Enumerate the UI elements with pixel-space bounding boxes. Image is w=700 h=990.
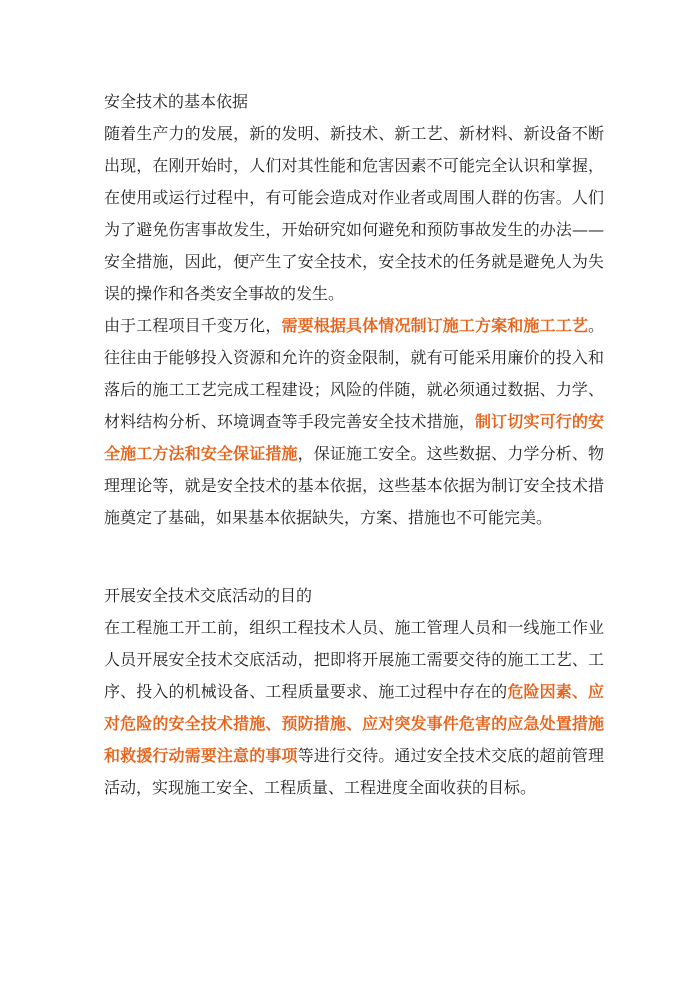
highlight-construction-plan: 需要根据具体情况制订施工方案和施工工艺 (281, 316, 588, 335)
paragraph-engineering-variety (104, 310, 604, 534)
text-run: 等进行交待。通过安全技术交底的超前管理活动，实现施工安全、工程质量、工程进度全面收获的目标。 (104, 746, 604, 797)
highlight-safety-method: 制订切实可行的安全施工方法和安全保证措施 (104, 412, 604, 463)
section-spacer (104, 534, 604, 580)
text-run: 。往往由于能够投入资源和允许的资金限制，就有可能采用廉价的投入和落后的施工工艺完成工程建设；风险的伴随，就必须通过数据、力学、材料结构分析、环境调查等手段完善安全技术措施， (104, 316, 604, 431)
paragraph-safety-origin: 随着生产力的发展，新的发明、新技术、新工艺、新材料、新设备不断出现，在刚开始时，人们对其性能和危害因素不可能完全认识和掌握，在使用或运行过程中，有可能会造成对作业者或周围人群的伤害。人们为了避免伤害事故发生，开始研究如何避免和预防事故发生的办法——安全措施，因此，便产生了安全技术，安全技术的任务就是避免人为失误的操作和各类安全事故的发生。 (104, 124, 604, 303)
text-run: 由于工程项目千变万化， (104, 316, 282, 335)
text-run: ，保证施工安全。这些数据、力学分析、物理理论等，就是安全技术的基本依据，这些基本依据为制订安全技术措施奠定了基础，如果基本依据缺失，方案、措施也不可能完美。 (104, 444, 604, 527)
highlight-risk-measures: 危险因素、应对危险的安全技术措施、预防措施、应对突发事件危害的应急处置措施和救援行动需要注意的事项 (104, 682, 604, 765)
section-title-safety-basis: 安全技术的基本依据 (104, 92, 249, 111)
text-run: 在工程施工开工前，组织工程技术人员、施工管理人员和一线施工作业人员开展安全技术交底活动，把即将开展施工需要交待的施工工艺、工序、投入的机械设备、工程质量要求、施工过程中存在的 (104, 618, 604, 701)
document-page (104, 86, 604, 804)
section-title-briefing-purpose: 开展安全技术交底活动的目的 (104, 586, 313, 605)
paragraph-briefing-activity (104, 612, 604, 804)
